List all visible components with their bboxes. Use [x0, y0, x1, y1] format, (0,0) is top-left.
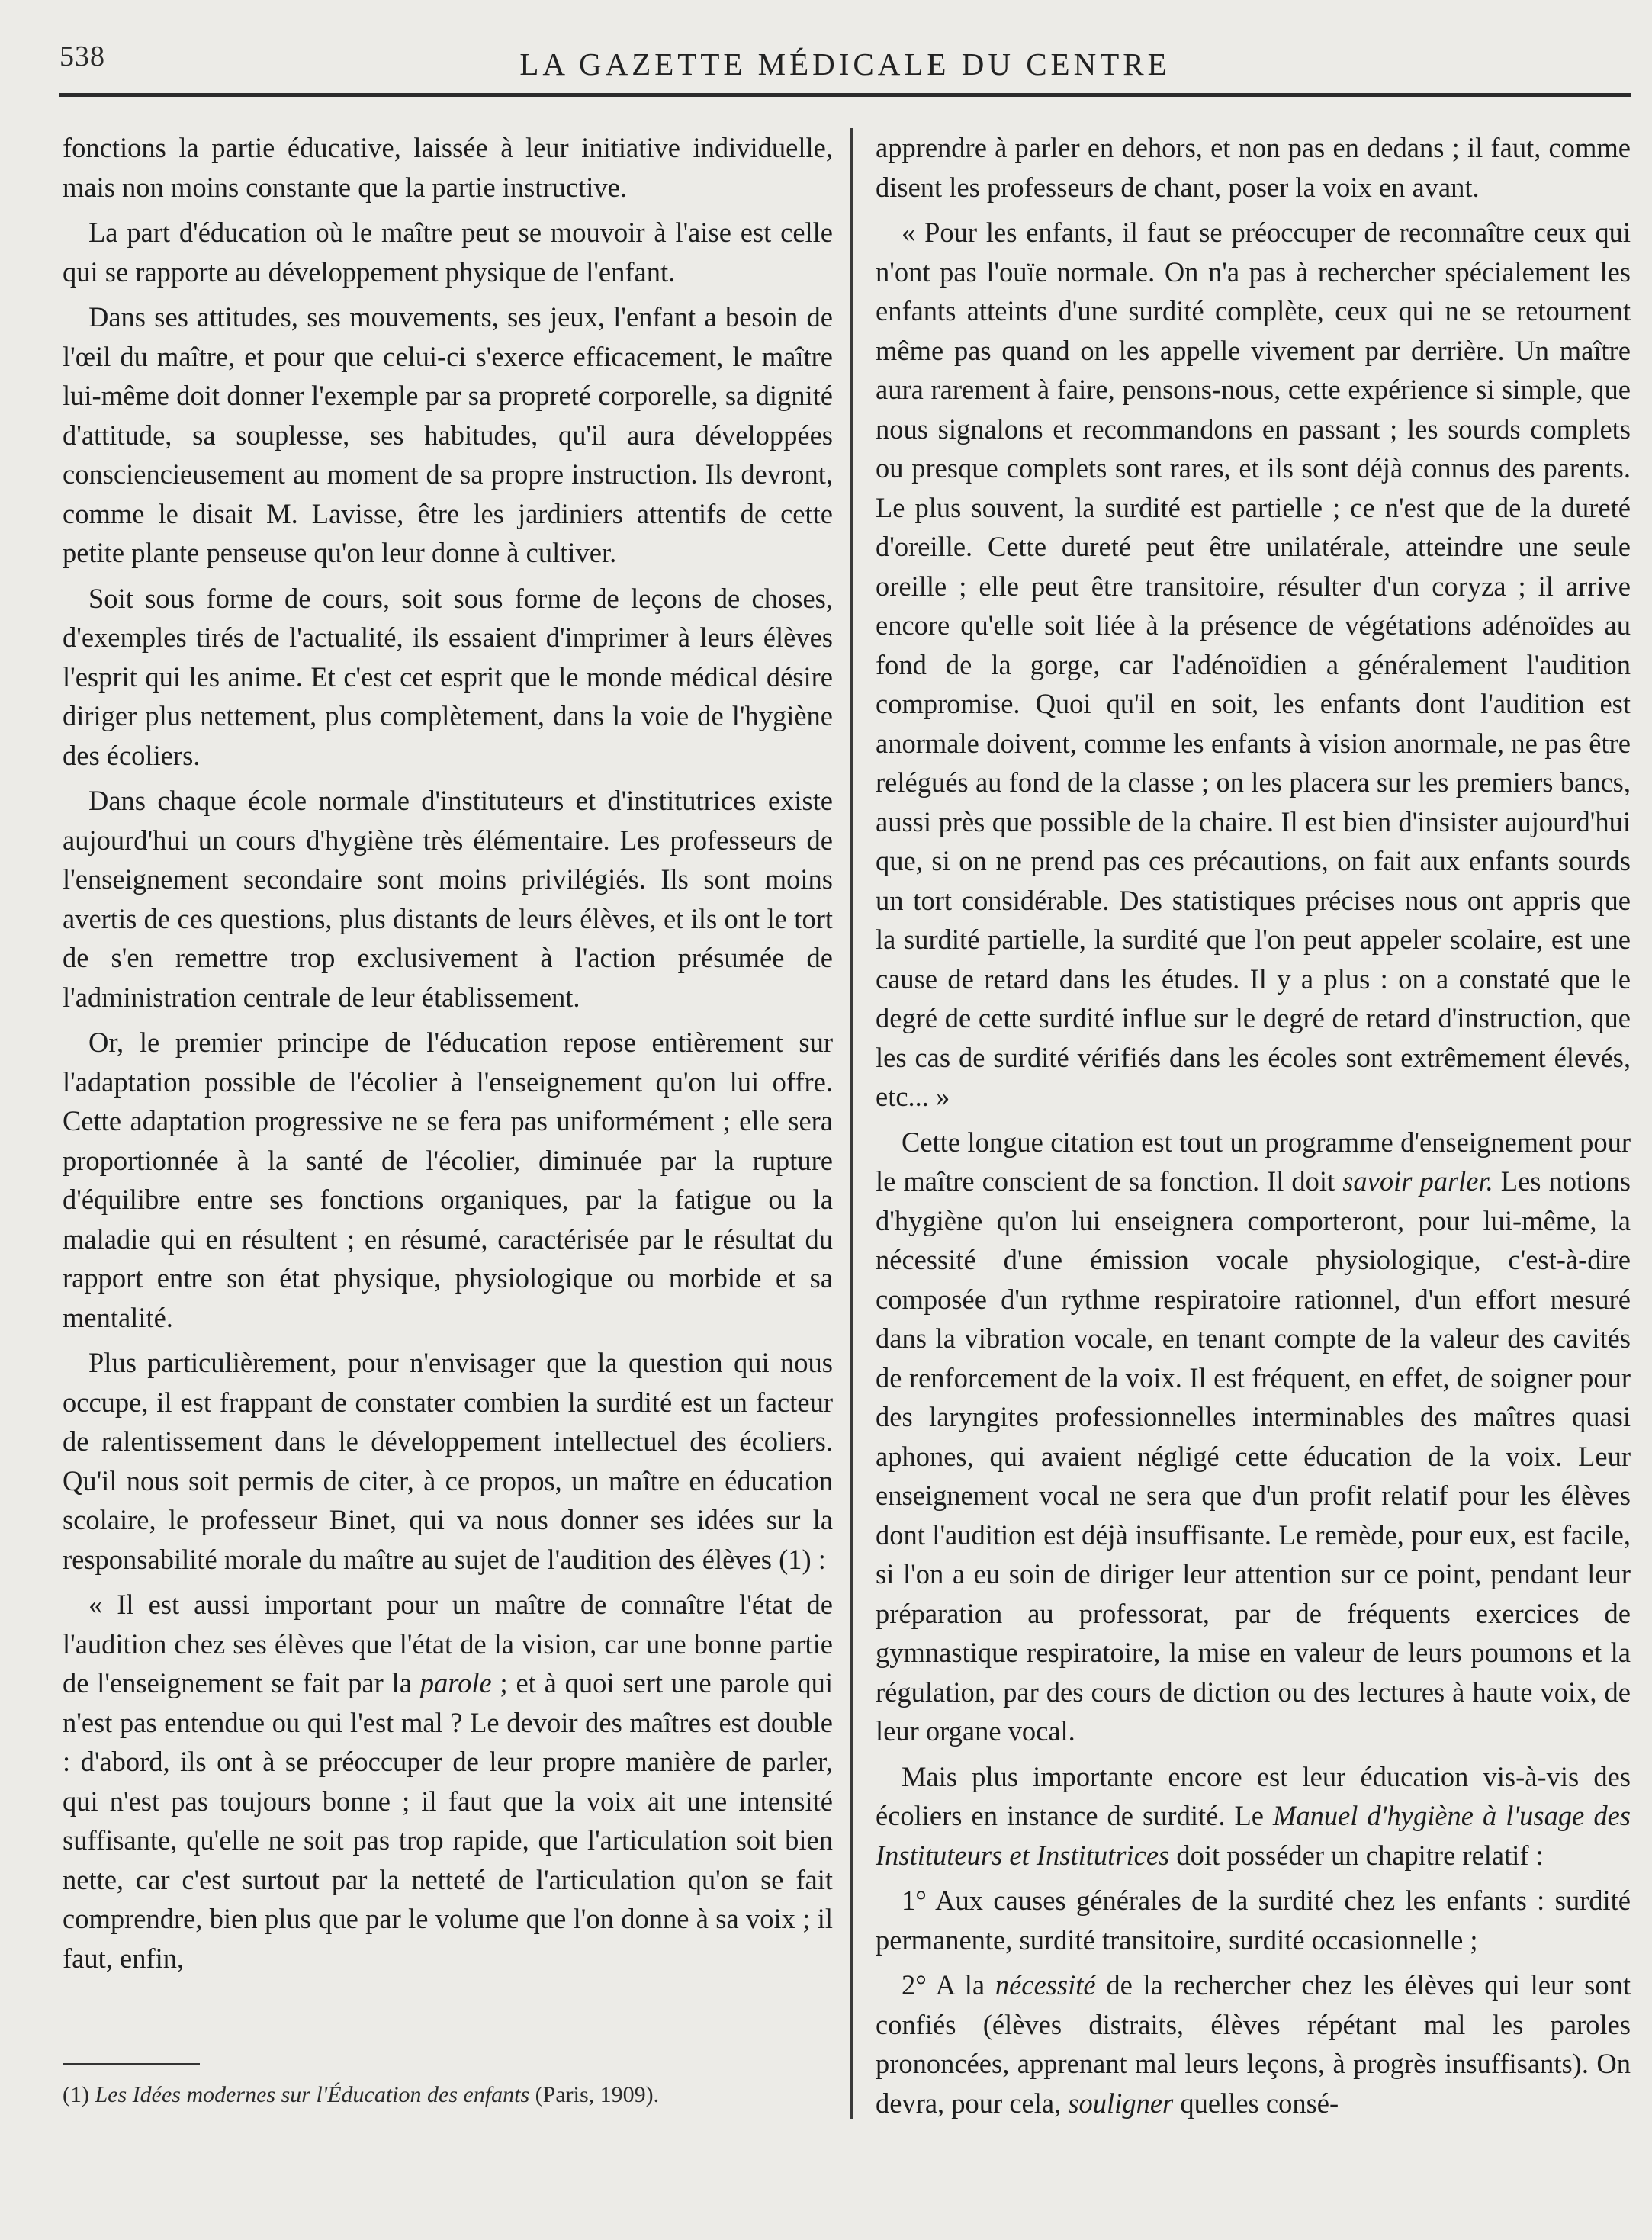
quote-text: ; et à quoi sert une parole qui n'est pas entendue ou qui l'est mal ? Le devoir des maîtres est double : d'abord, ils ont à se préoccuper de leur propre manière de parler, qui n'est pas toujours bonne ; il faut que la voix ait une intensité suffisante, qu'elle ne soit pas trop rapide, que l'articulation soit bien nette, car c'est surtout par la netteté de l'articulation qu'on se fait comprendre, bien plus que par le volume que l'on donne à sa voix ; il faut, enfin,	[63, 1667, 833, 1974]
quote-text: « Il est aussi important pour un maître de connaître l'état de l'audition chez ses élèves que l'état de la vision, car une bonne partie de l'enseignement se fait par la	[63, 1589, 833, 1698]
paragraph: La part d'éducation où le maître peut se mouvoir à l'aise est celle qui se rapporte au développement physique de l'enfant.	[63, 217, 833, 288]
paragraph-emphasis: nécessité	[995, 1969, 1096, 2001]
quote-paragraph	[63, 1585, 833, 1978]
journal-title: LA GAZETTE MÉDICALE DU CENTRE	[519, 47, 1171, 82]
paragraph: Plus particulièrement, pour n'envisager que la question qui nous occupe, il est frappant de constater combien la surdité est un facteur de ralentissement dans le développement intellectuel des écoliers. Qu'il nous soit permis de citer, à ce propos, un maître en éducation scolaire, le professeur Binet, qui va nous donner ses idées sur la responsabilité morale du maître au sujet de l'audition des élèves (1) :	[63, 1347, 833, 1575]
quote-emphasis: parole	[419, 1667, 492, 1698]
footnote-rule	[63, 2063, 200, 2065]
page-number: 538	[59, 40, 105, 72]
page-header	[59, 40, 1631, 93]
paragraph: « Pour les enfants, il faut se préoccuper de reconnaître ceux qui n'ont pas l'ouïe normale. On n'a pas à rechercher spécialement les enfants atteints d'une surdité complète, ceux qui ne se retournent même pas quand on les appelle vivement par derrière. Un maître aura rarement à faire, pensons-nous, cette expérience si simple, que nous signalons et recommandons en passant ; les sourds complets ou presque complets sont rares, et ils sont déjà connus des parents. Le plus souvent, la surdité est partielle ; ce n'est que de la dureté d'oreille. Cette dureté peut être unilatérale, atteindre une seule oreille ; elle peut être transitoire, résulter d'un coryza ; il arrive encore qu'elle soit liée à la présence de végétations adénoïdes au fond de la gorge, car l'adénoïdien a généralement l'audition compromise. Quoi qu'il en soit, les enfants dont l'audition est anormale doivent, comme les enfants à vision anormale, ne pas être relégués au fond de la classe ; on les placera sur les premiers bancs, aussi près que possible de la chaire. Il est bien d'insister aujourd'hui que, si on ne prend pas ces précautions, on fait aux enfants sourds un tort considérable. Des statistiques précises nous ont appris que la surdité partielle, la surdité que l'on peut appeler scolaire, est une cause de retard dans les études. Il y a plus : on a constaté que le degré de cette surdité influe sur le degré de retard d'instruction, que les cas de surdité vérifiés dans les écoles sont extrêmement élevés, etc... »	[876, 217, 1631, 1112]
left-column	[63, 128, 833, 1984]
column-divider	[850, 128, 853, 2119]
paragraph: Soit sous forme de cours, soit sous forme de leçons de choses, d'exemples tirés de l'actualité, ils essaient d'imprimer à leurs élèves l'esprit qui les anime. Et c'est cet esprit que le monde médical désire diriger plus nettement, plus complètement, dans la voie de l'hygiène des écoliers.	[63, 582, 833, 771]
list-item	[876, 1965, 1631, 2123]
header-rule	[59, 93, 1631, 97]
paragraph-emphasis: souligner	[1068, 2087, 1174, 2119]
paragraph: Dans chaque école normale d'instituteurs et d'institutrices existe aujourd'hui un cours d'hygiène très élémentaire. Les professeurs de l'enseignement secondaire sont moins privilégiés. Ils sont moins avertis de ces questions, plus distants de leurs élèves, et ils ont le tort de s'en remettre trop exclusivement à l'action présumée de l'administration centrale de leur établissement.	[63, 785, 833, 1013]
paragraph-text: Cette longue citation est tout un programme d'enseignement pour le maître conscient de sa fonction. Il doit	[876, 1126, 1631, 1197]
paragraph	[876, 1757, 1631, 1875]
paragraph	[876, 1123, 1631, 1751]
footnote-title: Les Idées modernes sur l'Éducation des enfants	[95, 2082, 530, 2107]
paragraph-text: quelles consé-	[1173, 2087, 1339, 2119]
footnote-source: (Paris, 1909).	[535, 2082, 660, 2107]
paragraph: Dans ses attitudes, ses mouvements, ses jeux, l'enfant a besoin de l'œil du maître, et pour que celui-ci s'exerce efficacement, le maître lui-même doit donner l'exemple par sa propreté corporelle, sa dignité d'attitude, sa souplesse, ses habitudes, qu'il aura développées consciencieusement au moment de sa propre instruction. Ils devront, comme le disait M. Lavisse, être les jardiniers attentifs de cette petite plante penseuse qu'on leur donne à cultiver.	[63, 301, 833, 568]
paragraph-text: de la rechercher chez les élèves qui leur sont confiés (élèves distraits, élèves répétant mal les paroles prononcées, apprenant mal leurs leçons, à progrès insuffisants). On devra, pour cela,	[876, 1969, 1631, 2119]
paragraph-text: doit posséder un chapitre relatif :	[1169, 1839, 1544, 1871]
paragraph-text: 2° A la	[902, 1969, 995, 2001]
right-column	[876, 128, 1631, 2129]
paragraph-text: Les notions d'hygiène qu'on lui enseignera comporteront, pour lui-même, la nécessité d'une émission vocale physiologique, c'est-à-dire composée d'un rythme respiratoire rationnel, d'un effort mesuré dans la vibration vocale, en tenant compte de la valeur des cavités de renforcement de la voix. Il est fréquent, en effet, de soigner pour des laryngites professionnelles interminables des maîtres quasi aphones, qui avaient négligé cette éducation de la voix. Leur enseignement vocal ne sera que d'un profit relatif pour les élèves dont l'audition est déjà insuffisante. Le remède, pour eux, est facile, si l'on a eu soin de diriger leur attention sur ce point, pendant leur préparation au professorat, par de fréquents exercices de gymnastique respiratoire, la mise en valeur de leurs poumons et la régulation, par des cours de diction ou des lectures à haute voix, de leur organe vocal.	[876, 1165, 1631, 1747]
paragraph: fonctions la partie éducative, laissée à leur initiative individuelle, mais non moins constante que la partie instructive.	[63, 132, 833, 203]
footnote-marker: (1)	[63, 2082, 89, 2107]
paragraph: apprendre à parler en dehors, et non pas en dedans ; il faut, comme disent les professeurs de chant, poser la voix en avant.	[876, 132, 1631, 203]
footnote	[63, 2081, 833, 2110]
list-item: 1° Aux causes générales de la surdité chez les enfants : surdité permanente, surdité transitoire, surdité occasionnelle ;	[876, 1885, 1631, 1956]
paragraph: Or, le premier principe de l'éducation repose entièrement sur l'adaptation possible de l'écolier à l'enseignement qu'on lui offre. Cette adaptation progressive ne se fera pas uniformément ; elle sera proportionnée à la santé de l'écolier, diminuée par la rupture d'équilibre entre ses fonctions organiques, par la fatigue ou la maladie qui en résultent ; en résumé, caractérisée par le résultat du rapport entre son état physique, physiologique ou morbide et sa mentalité.	[63, 1027, 833, 1333]
manual-title: Manuel d'hygiène à l'usage des Instituteurs et Institutrices	[876, 1800, 1631, 1871]
paragraph-text: Mais plus importante encore est leur éducation vis-à-vis des écoliers en instance de surdité. Le	[876, 1760, 1631, 1831]
paragraph-emphasis: savoir parler.	[1342, 1165, 1493, 1197]
